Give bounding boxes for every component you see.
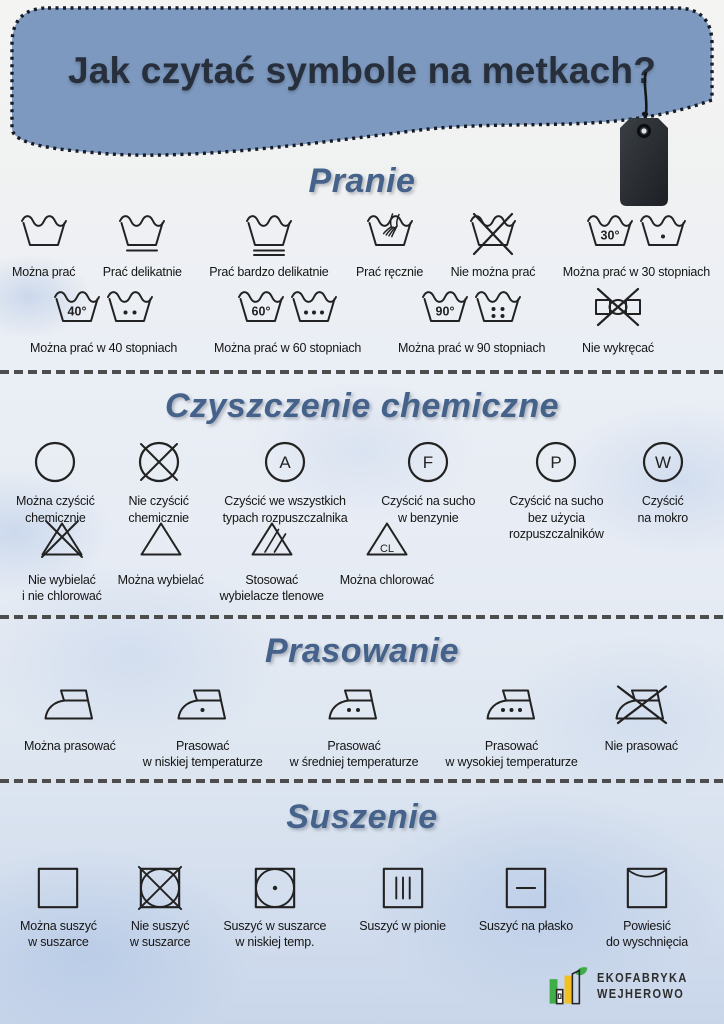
label-line: Nie można prać <box>450 265 536 279</box>
symbol-icons <box>20 211 68 259</box>
iron-high-temp-icon <box>485 685 539 730</box>
label-line: Można chlorować <box>339 572 434 587</box>
do-not-tumble-dry-icon <box>137 865 183 916</box>
label-line: Prasować <box>176 738 230 753</box>
symbol-row <box>0 287 724 357</box>
symbol-rows-pranie <box>0 211 724 356</box>
iron-low-temp-icon <box>176 685 230 730</box>
page-title: Jak czytać symbole na metkach? <box>67 50 656 91</box>
section-suszenie <box>0 798 724 951</box>
symbol-label <box>223 918 326 951</box>
symbol-icons <box>469 211 517 259</box>
symbol-icons <box>53 287 154 335</box>
section-heading-pranie: Pranie <box>308 162 416 200</box>
symbol-label <box>143 738 263 771</box>
symbol-item <box>24 685 116 771</box>
symbol-icons <box>485 685 539 733</box>
symbol-icons <box>252 865 298 913</box>
symbol-icons <box>534 440 578 488</box>
symbol-label <box>340 572 434 589</box>
wash-one-dot-icon <box>639 211 687 262</box>
symbol-icons <box>641 440 685 488</box>
symbol-rows-prasowanie <box>0 685 724 771</box>
chlorine-bleach-icon <box>363 519 411 564</box>
symbol-icons <box>137 865 183 913</box>
symbol-item <box>130 865 191 951</box>
symbol-icons <box>366 211 414 259</box>
section-heading-suszenie: Suszenie <box>286 797 438 836</box>
label-line: Prasować <box>327 738 381 753</box>
symbol-label <box>220 572 324 605</box>
symbol-icons <box>327 685 381 733</box>
label-line: Suszyć w pionie <box>359 918 446 933</box>
symbol-rows-chemiczne <box>0 440 724 605</box>
symbol-label <box>398 340 545 357</box>
symbol-item <box>214 287 361 357</box>
hand-wash-icon <box>366 211 414 262</box>
symbol-icons <box>237 287 338 335</box>
label-line: Można wybielać <box>117 572 204 587</box>
symbol-row <box>0 211 724 281</box>
symbol-icons <box>35 865 81 913</box>
label-line: w suszarce <box>129 935 191 949</box>
section-divider <box>0 370 724 374</box>
symbol-label <box>290 738 419 771</box>
symbol-icons <box>421 287 522 335</box>
symbol-item <box>509 440 604 543</box>
symbol-item <box>220 519 324 605</box>
label-line: Nie wykręcać <box>582 340 654 355</box>
symbol-item <box>143 685 263 771</box>
symbol-icons <box>263 440 307 488</box>
label-line: Można czyścić <box>16 494 95 508</box>
label-line: Można prasować <box>24 738 116 753</box>
symbol-row <box>0 865 724 951</box>
label-line: Nie wybielać <box>27 572 96 587</box>
wash-very-delicate-icon <box>245 211 293 262</box>
svg-text:A: A <box>279 453 291 472</box>
symbol-icons <box>118 211 166 259</box>
symbol-item <box>445 685 577 771</box>
symbol-row <box>22 519 434 605</box>
do-not-dry-clean-icon <box>137 440 181 489</box>
dry-flat-icon <box>503 865 549 916</box>
symbol-label <box>606 918 688 951</box>
symbol-label <box>24 738 116 755</box>
symbol-item <box>563 211 710 281</box>
label-line: Czyścić we wszystkich <box>224 494 346 508</box>
symbol-item <box>290 685 419 771</box>
symbol-icons <box>38 519 86 567</box>
svg-text:30°: 30° <box>600 228 620 243</box>
label-line: w niskiej temp. <box>235 935 315 949</box>
symbol-icons <box>586 211 687 259</box>
symbol-item <box>209 211 328 281</box>
label-line: Nie czyścić <box>128 494 189 508</box>
symbol-item <box>479 865 573 951</box>
dry-clean-icon <box>33 440 77 489</box>
svg-text:F: F <box>423 453 434 472</box>
symbol-label <box>637 493 688 526</box>
symbol-icons <box>137 440 181 488</box>
label-line: Stosować <box>245 572 299 587</box>
section-heading-chemiczne: Czyszczenie chemiczne <box>164 387 560 425</box>
wash-60-degrees-icon <box>237 287 285 338</box>
bleach-allowed-icon <box>137 519 185 564</box>
label-line: Można prać w 40 stopniach <box>30 340 178 355</box>
symbol-icons <box>363 519 411 567</box>
symbol-label <box>563 264 710 281</box>
symbol-label <box>30 340 177 357</box>
symbol-label <box>356 264 423 281</box>
label-line: Powiesić <box>623 918 671 933</box>
wash-three-dots-icon <box>290 287 338 338</box>
label-line: Można prać w 30 stopniach <box>562 265 710 279</box>
symbol-icons <box>624 865 670 913</box>
svg-text:CL: CL <box>379 542 394 555</box>
symbol-label <box>118 572 204 589</box>
symbol-icons <box>406 440 450 488</box>
content <box>0 160 724 951</box>
label-line: wybielacze tlenowe <box>219 589 324 603</box>
label-line: Czyścić na sucho <box>381 494 476 508</box>
label-line: Prać delikatnie <box>102 265 182 279</box>
symbol-icons <box>245 211 293 259</box>
iron-allowed-icon <box>43 685 97 730</box>
label-line: w niskiej temperaturze <box>142 755 263 769</box>
oxygen-bleach-icon <box>248 519 296 564</box>
label-line: i nie chlorować <box>22 589 102 603</box>
symbol-label <box>582 340 654 357</box>
label-line: Można prać <box>12 265 76 279</box>
label-line: Czyścić na sucho <box>509 494 604 508</box>
dry-clean-petroleum-icon <box>406 440 450 489</box>
ekofabryka-logo-icon <box>547 964 589 1010</box>
svg-text:60°: 60° <box>251 304 271 318</box>
symbol-icons <box>503 865 549 913</box>
symbol-item <box>103 211 182 281</box>
label-line: w średniej temperaturze <box>289 755 419 769</box>
svg-text:P: P <box>550 453 563 472</box>
do-not-bleach-icon <box>38 519 86 564</box>
symbol-label <box>130 918 191 951</box>
symbol-label <box>209 264 328 281</box>
svg-text:40°: 40° <box>67 304 87 318</box>
symbol-item <box>340 519 434 605</box>
wash-four-dots-icon <box>474 287 522 338</box>
symbol-item <box>605 685 678 771</box>
svg-text:W: W <box>654 453 671 472</box>
label-line: Czyścić <box>641 494 684 508</box>
symbol-label <box>359 918 446 935</box>
symbol-icons <box>380 865 426 913</box>
symbol-row <box>0 685 724 771</box>
section-divider <box>0 615 724 619</box>
symbol-label <box>20 918 97 951</box>
symbol-icons <box>137 519 185 567</box>
svg-text:90°: 90° <box>435 304 455 318</box>
label-line: Prać bardzo delikatnie <box>209 265 329 279</box>
section-divider <box>0 779 724 783</box>
label-line: w wysokiej temperaturze <box>445 755 578 769</box>
do-not-wring-icon <box>594 287 642 332</box>
symbol-rows-suszenie <box>0 865 724 951</box>
symbol-label <box>509 493 604 543</box>
symbol-item <box>12 211 75 281</box>
label-line: Można prać w 60 stopniach <box>214 340 362 355</box>
label-line: Nie suszyć <box>130 918 190 933</box>
label-line: na mokro <box>637 510 688 525</box>
label-line: Suszyć na płasko <box>478 918 573 933</box>
symbol-label <box>479 918 573 935</box>
symbol-label <box>22 572 102 605</box>
symbol-icons <box>614 685 668 733</box>
symbol-item <box>359 865 446 951</box>
symbol-item <box>606 865 688 951</box>
label-line: rozpuszczalników <box>508 527 604 541</box>
symbol-icons <box>43 685 97 733</box>
line-dry-icon <box>380 865 426 916</box>
symbol-item <box>637 440 688 543</box>
symbol-item <box>582 287 654 357</box>
symbol-label <box>451 264 536 281</box>
label-line: Można suszyć <box>20 918 97 933</box>
label-line: typach rozpuszczalnika <box>222 510 348 525</box>
symbol-icons <box>594 287 642 335</box>
do-not-wash-icon <box>469 211 517 262</box>
section-prasowanie <box>0 632 724 771</box>
symbol-icons <box>248 519 296 567</box>
symbol-icons <box>33 440 77 488</box>
dry-clean-any-solvent-icon <box>263 440 307 489</box>
logo-line-2: WEJHEROWO <box>596 987 685 1001</box>
logo-line-1: EKOFABRYKA <box>596 971 688 986</box>
symbol-item <box>398 287 545 357</box>
label-line: bez użycia <box>527 510 585 525</box>
wash-delicate-icon <box>118 211 166 262</box>
label-line: chemicznie <box>25 510 86 525</box>
symbol-item <box>223 865 326 951</box>
section-heading-prasowanie: Prasowanie <box>265 631 459 670</box>
label-line: Suszyć w suszarce <box>223 918 327 933</box>
symbol-item <box>30 287 177 357</box>
symbol-item <box>20 865 97 951</box>
ekofabryka-logo <box>547 964 700 1010</box>
section-chemiczne <box>0 387 724 605</box>
wet-clean-icon <box>641 440 685 489</box>
label-line: w suszarce <box>28 935 89 949</box>
hang-dry-icon <box>624 865 670 916</box>
symbol-label <box>103 264 182 281</box>
label-line: Można prać w 90 stopniach <box>398 340 546 355</box>
do-not-iron-icon <box>614 685 668 730</box>
iron-medium-temp-icon <box>327 685 381 730</box>
label-line: do wyschnięcia <box>606 935 688 949</box>
symbol-item <box>356 211 423 281</box>
symbol-label <box>445 738 577 771</box>
wash-tub-icon <box>20 211 68 262</box>
clothing-tag-image <box>612 72 676 212</box>
symbol-label <box>605 738 678 755</box>
symbol-item <box>451 211 536 281</box>
wash-40-degrees-icon <box>53 287 101 338</box>
label-line: Nie prasować <box>604 738 678 753</box>
wash-90-degrees-icon <box>421 287 469 338</box>
symbol-item <box>118 519 204 605</box>
label-line: Prać ręcznie <box>356 265 424 279</box>
wash-30-degrees-icon <box>586 211 634 262</box>
symbol-item <box>22 519 102 605</box>
label-line: chemicznie <box>128 510 189 525</box>
label-line: w benzynie <box>397 510 459 525</box>
symbol-icons <box>176 685 230 733</box>
wash-two-dots-icon <box>106 287 154 338</box>
tumble-dry-icon <box>35 865 81 916</box>
tumble-dry-low-icon <box>252 865 298 916</box>
symbol-label <box>214 340 361 357</box>
logo-text <box>597 971 688 1002</box>
dry-clean-no-solvents-icon <box>534 440 578 489</box>
symbol-label <box>12 264 75 281</box>
label-line: Prasować <box>484 738 539 753</box>
